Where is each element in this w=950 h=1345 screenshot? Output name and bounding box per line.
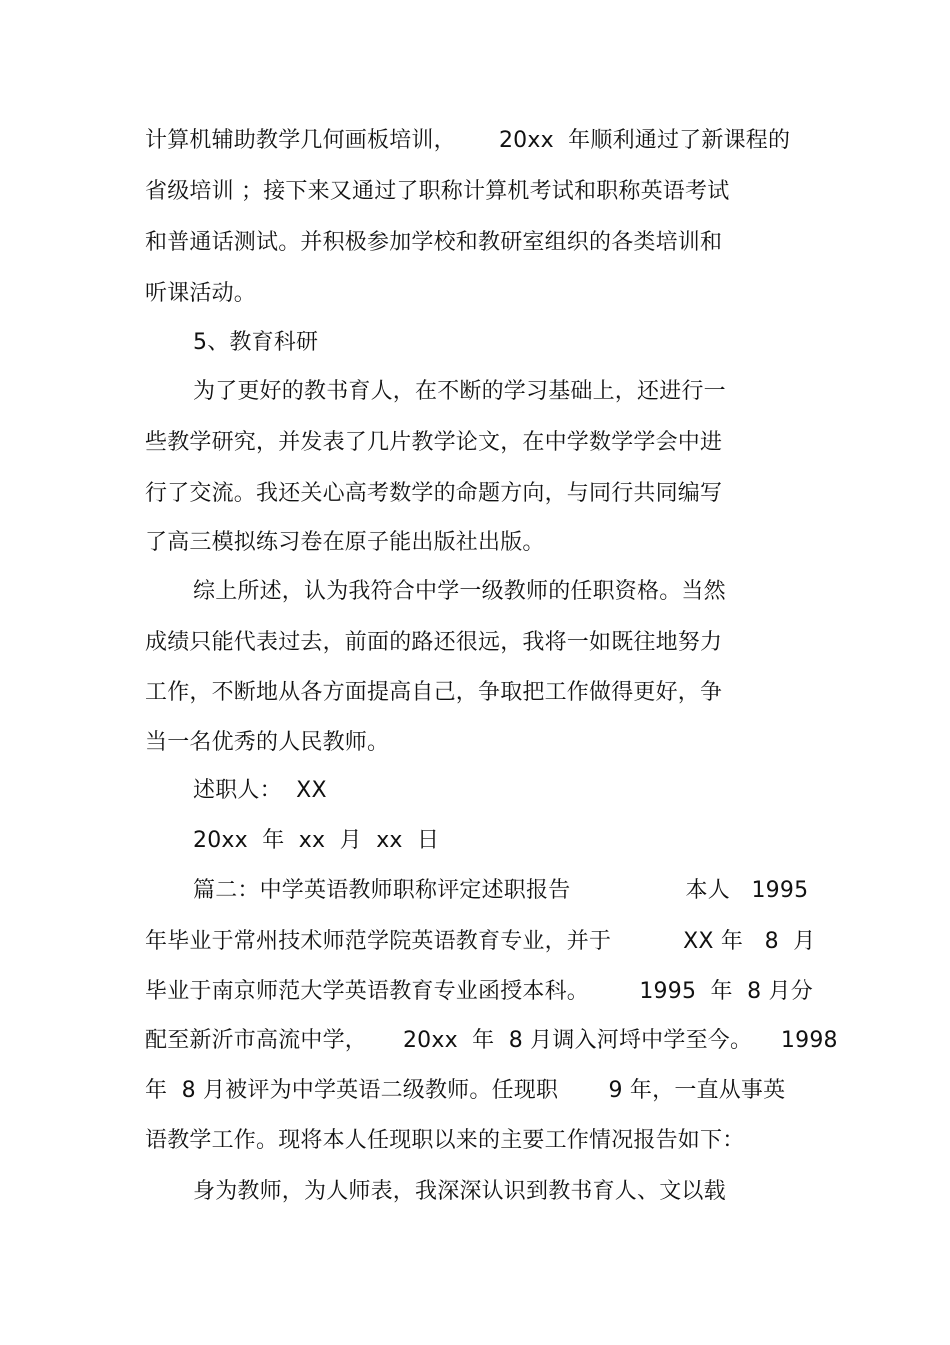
body-line-22: 身为教师，为人师表，我深深认识到教书育人、文以载: [193, 1179, 726, 1204]
body-line-21: 语教学工作。现将本人任现职以来的主要工作情况报告如下：: [145, 1128, 745, 1153]
body-line-10: 综上所述，认为我符合中学一级教师的任职资格。当然: [193, 579, 726, 604]
body-line-18: 毕业于南京师范大学英语教育专业函授本科。 1995 年 8 月分: [145, 979, 813, 1004]
body-line-11: 成绩只能代表过去，前面的路还很远，我将一如既往地努力: [145, 630, 723, 655]
body-line-17: 年毕业于常州技术师范学院英语教育专业，并于 XX 年 8 月: [145, 929, 816, 954]
body-line-6: 为了更好的教书育人，在不断的学习基础上，还进行一: [193, 379, 726, 404]
date-line: 20xx 年 xx 月 xx 日: [193, 828, 440, 853]
body-line-13: 当一名优秀的人民教师。: [145, 730, 390, 755]
body-line-4: 听课活动。: [145, 281, 257, 306]
signature-line: 述职人： XX: [193, 778, 327, 803]
body-line-12: 工作，不断地从各方面提高自己，争取把工作做得更好，争: [145, 680, 723, 705]
body-line-20: 年 8 月被评为中学英语二级教师。任现职 9 年，一直从事英: [145, 1078, 786, 1103]
body-line-3: 和普通话测试。并积极参加学校和教研室组织的各类培训和: [145, 230, 723, 255]
body-line-19: 配至新沂市高流中学， 20xx 年 8 月调入河埒中学至今。 1998: [145, 1028, 838, 1053]
section-heading: 5、教育科研: [193, 330, 319, 355]
body-line-9: 了高三模拟练习卷在原子能出版社出版。: [145, 530, 545, 555]
body-line-7: 些教学研究，并发表了几片教学论文，在中学数学学会中进: [145, 430, 723, 455]
body-line-8: 行了交流。我还关心高考数学的命题方向，与同行共同编写: [145, 481, 723, 506]
body-line-2: 省级培训 ；接下来又通过了职称计算机考试和职称英语考试: [145, 179, 730, 204]
body-line-1: 计算机辅助教学几何画板培训， 20xx 年顺利通过了新课程的: [145, 128, 791, 153]
article-two-title-line: 篇二：中学英语教师职称评定述职报告 本人 1995: [193, 878, 809, 903]
